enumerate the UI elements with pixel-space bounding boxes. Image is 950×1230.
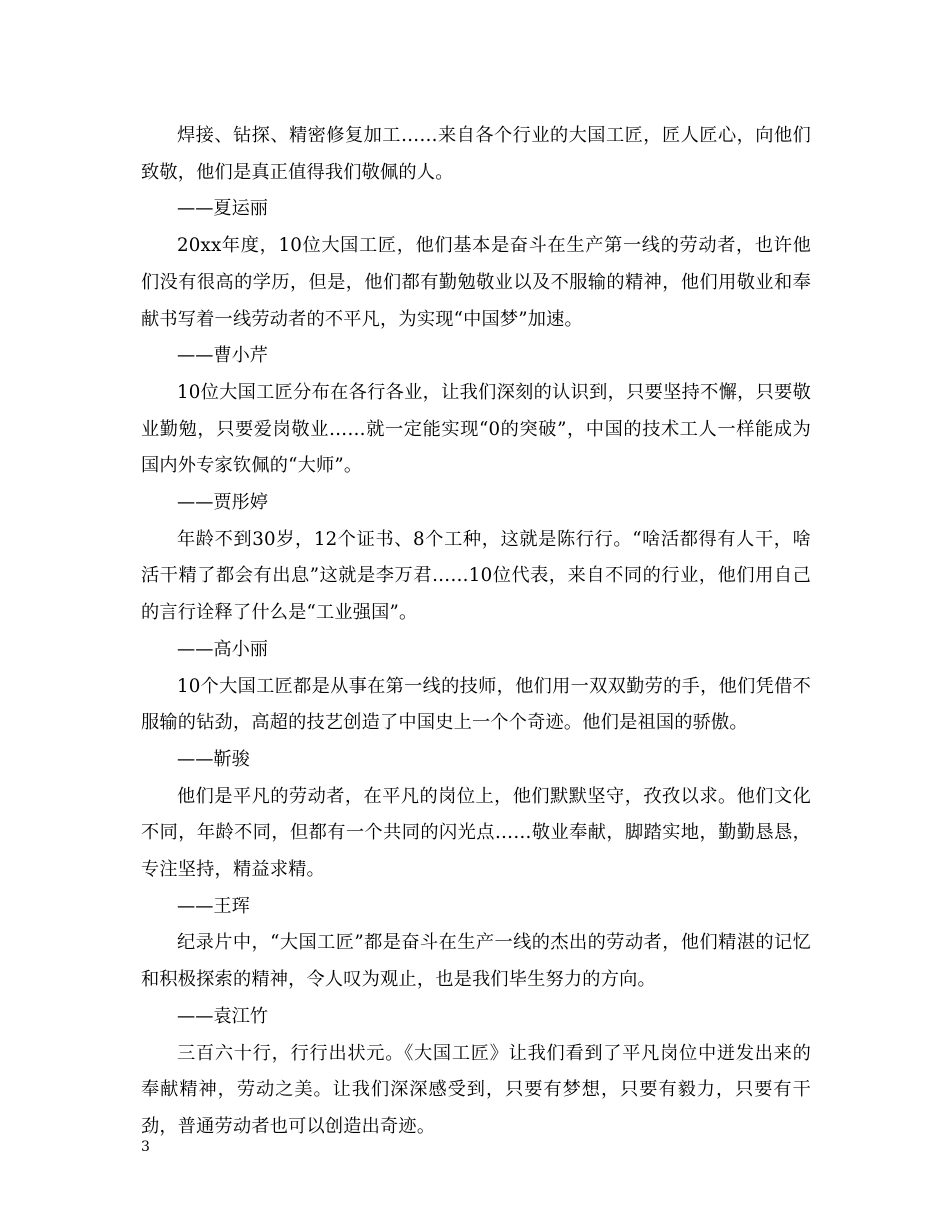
paragraph-3: 10位大国工匠分布在各行各业，让我们深刻的认识到，只要坚持不懈，只要敬业勤勉，只要爱岗敬业……就一定能实现“0的突破”，中国的技术工人一样能成为国内外专家钦佩的“大师”。: [141, 381, 811, 477]
paragraph-6: 他们是平凡的劳动者，在平凡的岗位上，他们默默坚守，孜孜以求。他们文化不同，年龄不同，但都有一个共同的闪光点……敬业奉献，脚踏实地，勤勤恳恳，专注坚持，精益求精。: [141, 785, 811, 881]
author-signature-3: ——贾彤婷: [177, 492, 268, 514]
page-number: 3: [141, 1139, 150, 1155]
paragraph-7: 纪录片中，“大国工匠”都是奋斗在生产一线的杰出的劳动者，他们精湛的记忆和积极探索的精神，令人叹为观止，也是我们毕生努力的方向。: [141, 932, 811, 991]
paragraph-4: 年龄不到30岁，12个证书、8个工种，这就是陈行行。“啥活都得有人干，啥活干精了都会有出息”这就是李万君……10位代表，来自不同的行业，他们用自己的言行诠释了什么是“工业强国”。: [141, 528, 811, 624]
paragraph-5: 10个大国工匠都是从事在第一线的技师，他们用一双双勤劳的手，他们凭借不服输的钻劲，高超的技艺创造了中国史上一个个奇迹。他们是祖国的骄傲。: [141, 675, 811, 734]
author-signature-4: ——高小丽: [177, 638, 268, 660]
document-body: [141, 118, 811, 1146]
paragraph-2: 20xx年度，10位大国工匠，他们基本是奋斗在生产第一线的劳动者，也许他们没有很高的学历，但是，他们都有勤勉敬业以及不服输的精神，他们用敬业和奉献书写着一线劳动者的不平凡，为实现“中国梦”加速。: [141, 235, 811, 330]
author-signature-7: ——袁江竹: [177, 1005, 268, 1027]
paragraph-8: 三百六十行，行行出状元。《大国工匠》让我们看到了平凡岗位中迸发出来的奉献精神，劳动之美。让我们深深感受到，只要有梦想，只要有毅力，只要有干劲，普通劳动者也可以创造出奇迹。: [141, 1042, 811, 1137]
author-signature-1: ——夏运丽: [177, 198, 268, 220]
author-signature-6: ——王珲: [177, 895, 250, 917]
author-signature-2: ——曹小芹: [177, 345, 268, 367]
paragraph-1: 焊接、钻探、精密修复加工……来自各个行业的大国工匠，匠人匠心，向他们致敬，他们是真正值得我们敬佩的人。: [141, 125, 811, 183]
author-signature-5: ——靳骏: [177, 748, 250, 770]
